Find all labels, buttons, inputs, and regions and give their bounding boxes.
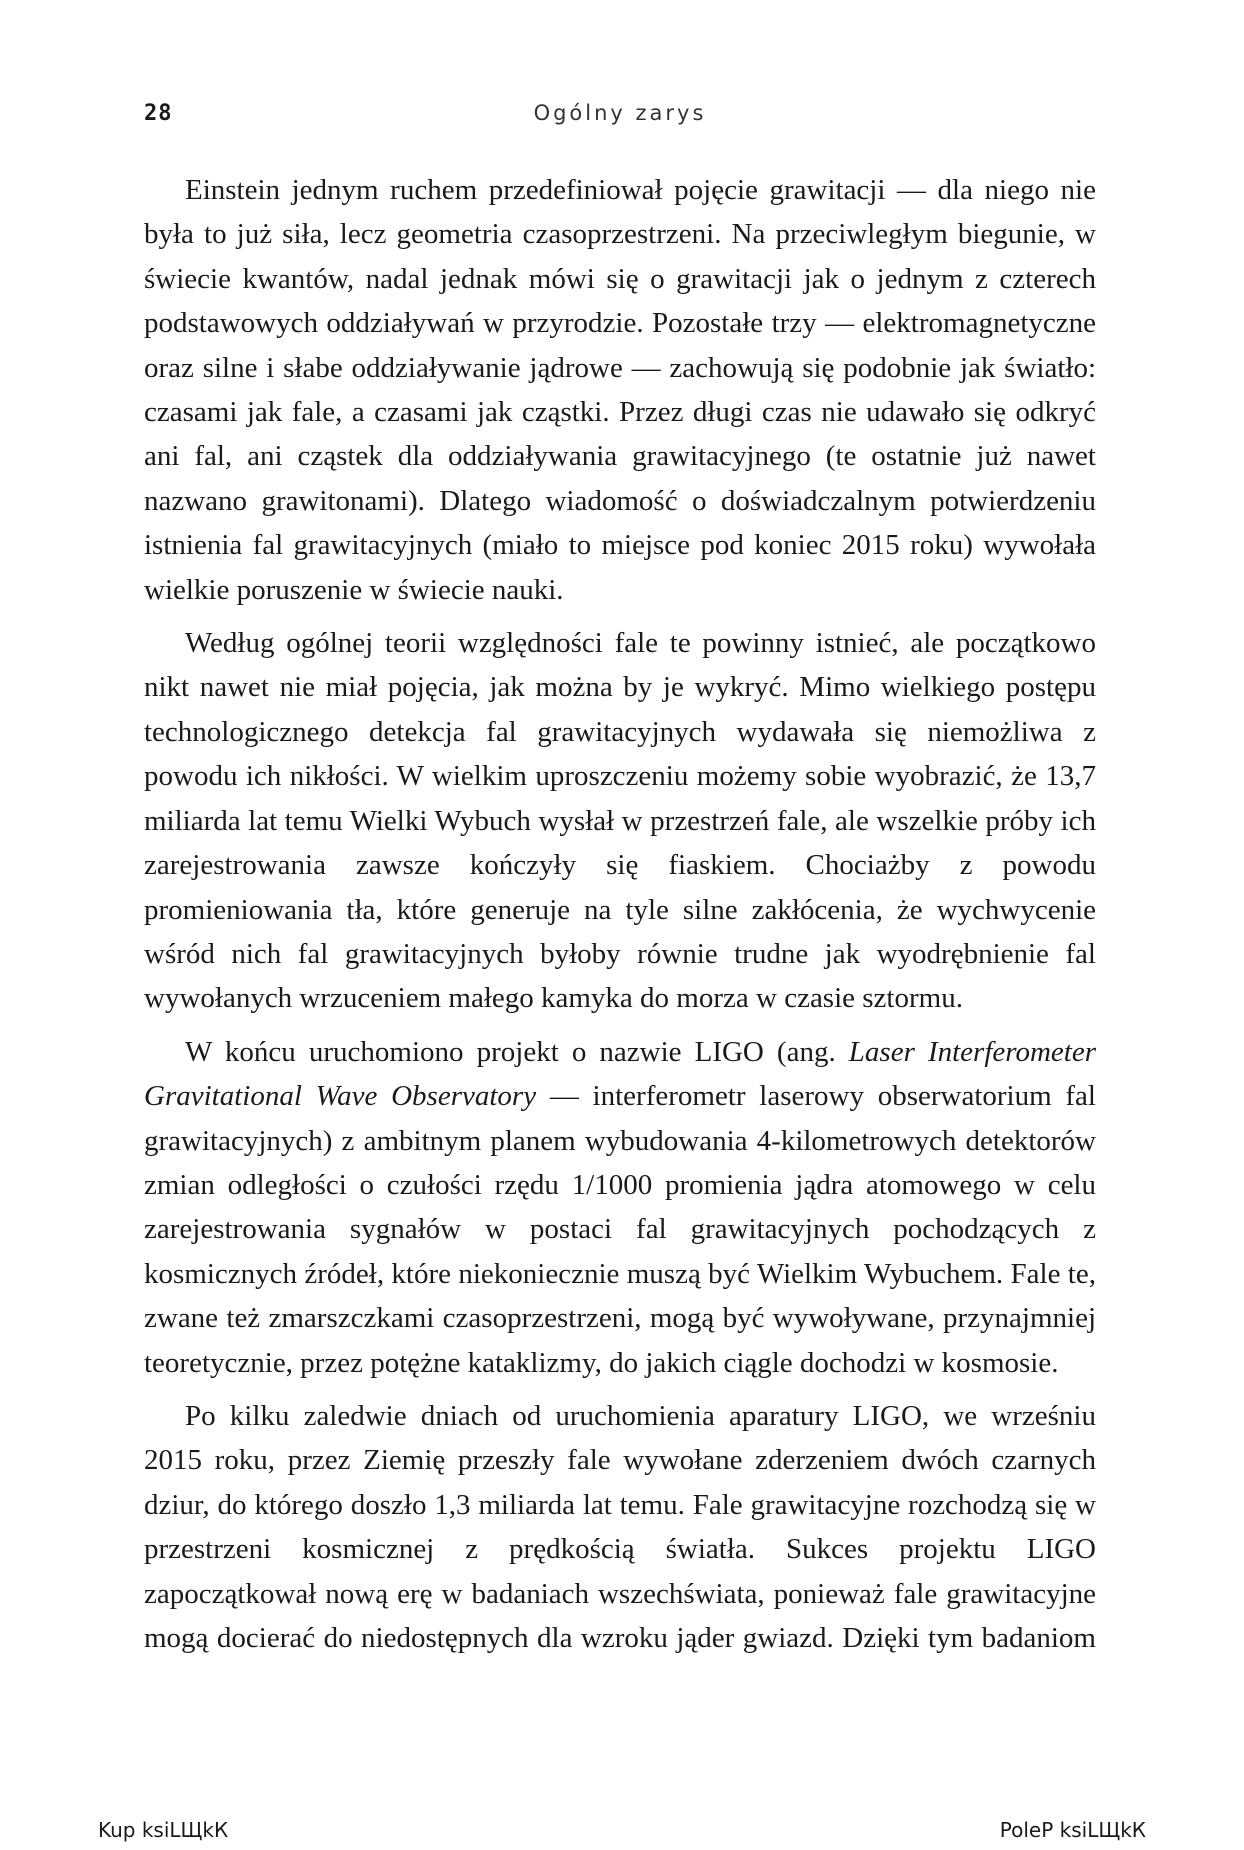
body-text [144, 168, 1096, 1669]
paragraph-4: Po kilku zaledwie dniach od uruchomienia aparatury LIGO, we wrześniu 2015 roku, przez Ziemię przeszły fale wywołane zderzeniem dwóch czarnych dziur, do którego doszło 1,3 miliarda lat temu. Fale grawitacyjne rozchodzą się w przestrzeni kosmicznej z prędkością światła. Sukces projektu LIGO zapoczątkował nową erę w badaniach wszechświata, ponieważ fale grawitacyjne mogą docierać do niedostępnych dla wzroku jąder gwiazd. Dzięki tym badaniom [144, 1399, 1096, 1654]
recommend-book-link[interactable]: PoleР ksiLЩkК [999, 1818, 1146, 1842]
paragraph-3-end: — interferometr laserowy obserwatorium fal grawitacyjnych) z ambitnym planem wybudowania 4-kilometrowych detektorów zmian odległości o czułości rzędu 1/1000 promienia jądra atomowego w celu zarejestrowania sygnałów w postaci fal grawitacyjnych pochodzących z kosmicznych źródeł, które niekoniecznie muszą być Wielkim Wybuchem. Fale te, zwane też zmarszczkami czasoprzestrzeni, mogą być wywoływane, przynajmniej teoretycznie, przez potężne kataklizmy, do jakich ciągle dochodzi w kosmosie. [144, 1080, 1096, 1379]
paragraph-3 [144, 1030, 1096, 1385]
paragraph-1: Einstein jednym ruchem przedefiniował pojęcie grawitacji — dla niego nie była to już siła, lecz geometria czasoprzestrzeni. Na przeciwległym biegunie, w świecie kwantów, nadal jednak mówi się o grawitacji jak o jednym z czterech podstawowych oddziaływań w przyrodzie. Pozostałe trzy — elektromagnetyczne oraz silne i słabe oddziaływanie jądrowe — zachowują się podobnie jak światło: czasami jak fale, a czasami jak cząstki. Przez długi czas nie udawało się odkryć ani fal, ani cząstek dla oddziaływania grawitacyjnego (te ostatnie już nawet nazwano grawitonami). Dlatego wiadomość o doświadczalnym potwierdzeniu istnienia fal grawitacyjnych (miało to miejsce pod koniec 2015 roku) wywołała wielkie poruszenie w świecie nauki. [144, 174, 1096, 606]
page-footer [98, 1818, 1146, 1844]
buy-book-link[interactable]: Kup ksiLЩkК [98, 1818, 229, 1842]
running-title: Ogólny zarys [533, 101, 707, 125]
paragraph-3-start: W końcu uruchomiono projekt o nazwie LIGO (ang. [185, 1035, 849, 1068]
page-number: 28 [144, 101, 173, 126]
ligo-full-name: Laser Interferometer Gravitational Wave Observatory [144, 1035, 1096, 1113]
page-header [144, 101, 1096, 131]
paragraph-2: Według ogólnej teorii względności fale te powinny istnieć, ale początkowo nikt nawet nie miał pojęcia, jak można by je wykryć. Mimo wielkiego postępu technologicznego detekcja fal grawitacyjnych wydawała się niemożliwa z powodu ich nikłości. W wielkim uproszczeniu możemy sobie wyobrazić, że 13,7 miliarda lat temu Wielki Wybuch wysłał w przestrzeń fale, ale wszelkie próby ich zarejestrowania zawsze kończyły się fiaskiem. Chociażby z powodu promieniowania tła, które generuje na tyle silne zakłócenia, że wychwycenie wśród nich fal grawitacyjnych byłoby równie trudne jak wyodrębnienie fal wywołanych wrzuceniem małego kamyka do morza w czasie sztormu. [144, 627, 1096, 1015]
